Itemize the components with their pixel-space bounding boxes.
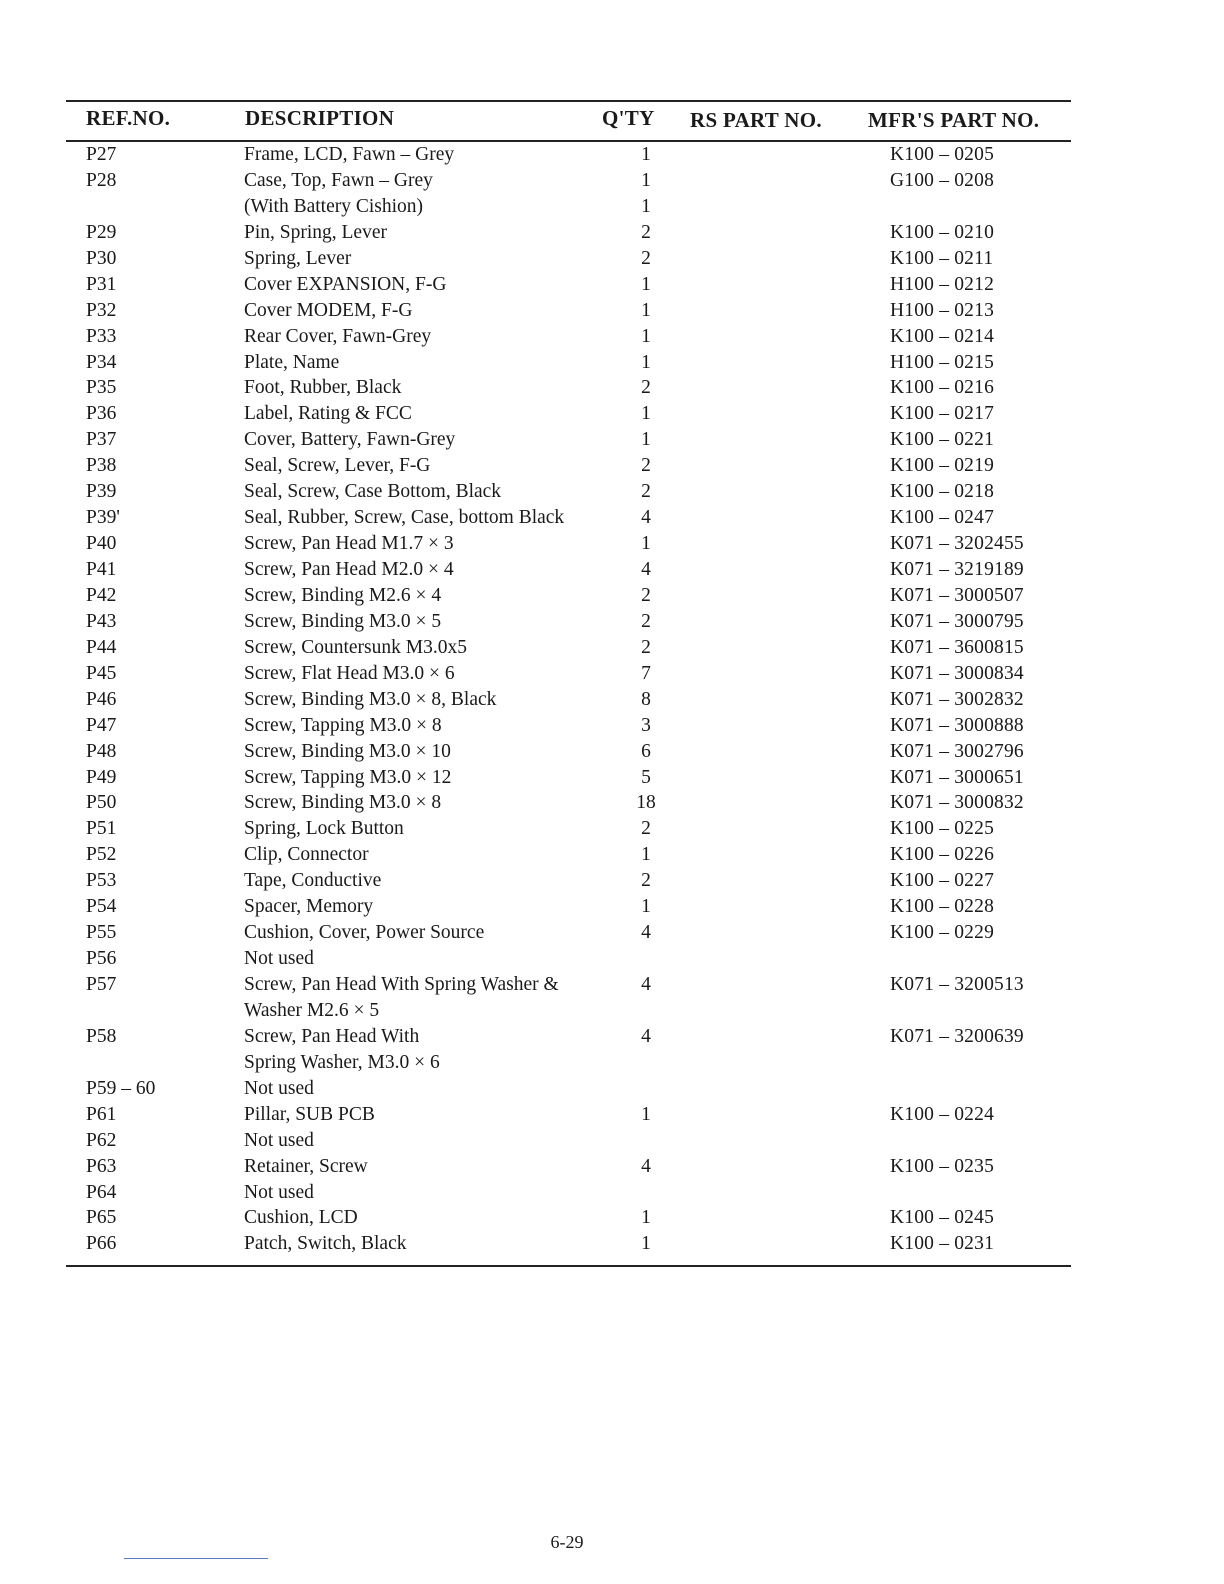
ref-cell: P28 — [86, 169, 117, 191]
qty-cell: 1 — [641, 896, 651, 918]
header-qty: Q'TY — [602, 106, 655, 130]
qty-cell: 6 — [641, 740, 651, 762]
mfr-part-cell: K100 – 0217 — [890, 403, 995, 425]
table-row — [0, 583, 1224, 609]
description-cell: Screw, Binding M3.0 × 8, Black — [244, 688, 497, 710]
ref-cell: P33 — [86, 325, 117, 347]
ref-cell: P42 — [86, 584, 117, 606]
qty-cell: 5 — [641, 766, 651, 788]
mfr-part-cell: K100 – 0225 — [890, 818, 995, 840]
qty-cell: 1 — [641, 533, 651, 555]
ref-cell: P35 — [86, 377, 117, 399]
description-cell: Frame, LCD, Fawn – Grey — [244, 144, 455, 165]
ref-cell: P57 — [86, 974, 117, 995]
ref-cell: P56 — [86, 948, 117, 970]
description-cell: (With Battery Cishion) — [244, 195, 424, 217]
table-row — [0, 401, 1224, 427]
ref-cell: P31 — [86, 273, 117, 295]
qty-cell: 2 — [641, 584, 651, 606]
qty-cell: 4 — [641, 1155, 651, 1177]
mfr-part-cell: K071 – 3000507 — [890, 584, 1024, 606]
description-cell: Screw, Pan Head With Spring Washer & — [244, 974, 559, 995]
description-cell: Spacer, Memory — [244, 896, 374, 918]
description-cell: Screw, Pan Head M2.0 × 4 — [244, 559, 454, 580]
description-cell: Cushion, Cover, Power Source — [244, 922, 485, 944]
mfr-part-cell: K100 – 0205 — [890, 144, 995, 165]
qty-cell: 1 — [641, 429, 651, 451]
footer-line — [124, 1558, 268, 1559]
mfr-part-cell: K071 – 3600815 — [890, 636, 1024, 658]
table-row — [0, 246, 1224, 272]
qty-cell: 1 — [641, 1207, 651, 1229]
qty-cell: 1 — [641, 1233, 651, 1255]
table-row — [0, 1180, 1224, 1206]
table-row — [0, 635, 1224, 661]
qty-cell: 4 — [641, 1025, 651, 1047]
ref-cell: P49 — [86, 766, 117, 788]
table-row — [0, 842, 1224, 868]
qty-cell: 1 — [641, 195, 651, 217]
mfr-part-cell: K100 – 0211 — [890, 247, 994, 269]
table-row — [0, 1050, 1224, 1076]
table-row — [0, 375, 1224, 401]
mfr-part-cell: K100 – 0231 — [890, 1233, 995, 1255]
qty-cell: 2 — [641, 455, 651, 477]
table-row — [0, 272, 1224, 298]
ref-cell: P32 — [86, 299, 117, 321]
description-cell: Retainer, Screw — [244, 1155, 368, 1177]
description-cell: Screw, Tapping M3.0 × 8 — [244, 714, 442, 736]
qty-cell: 1 — [641, 325, 651, 347]
description-cell: Washer M2.6 × 5 — [244, 999, 380, 1021]
table-row — [0, 220, 1224, 246]
ref-cell: P43 — [86, 610, 117, 632]
table-row — [0, 1076, 1224, 1102]
description-cell: Screw, Binding M3.0 × 5 — [244, 610, 442, 632]
parts-table-body — [0, 142, 1224, 1257]
ref-cell: P36 — [86, 403, 117, 425]
table-row — [0, 350, 1224, 376]
table-row — [0, 168, 1224, 194]
ref-cell: P62 — [86, 1129, 117, 1151]
mfr-part-cell: K100 – 0228 — [890, 896, 995, 918]
mfr-part-cell: K071 – 3000832 — [890, 792, 1024, 814]
page-number: 6-29 — [550, 1532, 584, 1552]
ref-cell: P52 — [86, 844, 117, 866]
description-cell: Seal, Screw, Lever, F-G — [244, 455, 431, 477]
table-row — [0, 1128, 1224, 1154]
qty-cell: 2 — [641, 636, 651, 658]
mfr-part-cell: K071 – 3000795 — [890, 610, 1024, 632]
description-cell: Pin, Spring, Lever — [244, 221, 387, 243]
table-row — [0, 739, 1224, 765]
mfr-part-cell: K100 – 0227 — [890, 870, 995, 892]
mfr-part-cell: G100 – 0208 — [890, 169, 995, 191]
mfr-part-cell: K100 – 0210 — [890, 221, 995, 243]
qty-cell: 4 — [641, 559, 651, 580]
qty-cell: 1 — [641, 169, 651, 191]
description-cell: Spring, Lever — [244, 247, 352, 269]
description-cell: Spring Washer, M3.0 × 6 — [244, 1051, 440, 1073]
mfr-part-cell: K071 – 3219189 — [890, 559, 1024, 580]
table-row — [0, 298, 1224, 324]
description-cell: Seal, Rubber, Screw, Case, bottom Black — [244, 507, 565, 529]
table-row — [0, 790, 1224, 816]
table-row — [0, 713, 1224, 739]
description-cell: Label, Rating & FCC — [244, 403, 412, 425]
table-top-rule — [66, 100, 1071, 102]
description-cell: Not used — [244, 1129, 314, 1151]
ref-cell: P66 — [86, 1233, 117, 1255]
mfr-part-cell: K071 – 3202455 — [890, 533, 1024, 555]
mfr-part-cell: K100 – 0218 — [890, 481, 995, 503]
qty-cell: 4 — [641, 974, 651, 995]
ref-cell: P48 — [86, 740, 117, 762]
header-mfr-part-no: MFR'S PART NO. — [868, 108, 1040, 132]
ref-cell: P38 — [86, 455, 117, 477]
table-row — [0, 1205, 1224, 1231]
ref-cell: P50 — [86, 792, 117, 814]
mfr-part-cell: K071 – 3200513 — [890, 974, 1024, 995]
description-cell: Screw, Binding M3.0 × 10 — [244, 740, 451, 762]
mfr-part-cell: K100 – 0247 — [890, 507, 995, 529]
table-row — [0, 609, 1224, 635]
ref-cell: P51 — [86, 818, 117, 840]
ref-cell: P63 — [86, 1155, 117, 1177]
ref-cell: P39' — [86, 507, 120, 529]
table-row — [0, 765, 1224, 791]
table-row — [0, 998, 1224, 1024]
ref-cell: P55 — [86, 922, 117, 944]
mfr-part-cell: K100 – 0214 — [890, 325, 995, 347]
ref-cell: P30 — [86, 247, 117, 269]
ref-cell: P37 — [86, 429, 117, 451]
ref-cell: P29 — [86, 221, 117, 243]
qty-cell: 2 — [641, 377, 651, 399]
ref-cell: P47 — [86, 714, 117, 736]
description-cell: Rear Cover, Fawn-Grey — [244, 325, 432, 347]
qty-cell: 4 — [641, 507, 651, 529]
qty-cell: 1 — [641, 273, 651, 295]
qty-cell: 2 — [641, 247, 651, 269]
mfr-part-cell: K100 – 0216 — [890, 377, 995, 399]
table-row — [0, 557, 1224, 583]
mfr-part-cell: K071 – 3000888 — [890, 714, 1024, 736]
table-row — [0, 531, 1224, 557]
description-cell: Not used — [244, 1181, 314, 1203]
ref-cell: P34 — [86, 351, 117, 373]
description-cell: Cover, Battery, Fawn-Grey — [244, 429, 456, 451]
description-cell: Cover EXPANSION, F-G — [244, 273, 447, 295]
mfr-part-cell: K071 – 3002796 — [890, 740, 1024, 762]
ref-cell: P53 — [86, 870, 117, 892]
ref-cell: P54 — [86, 896, 117, 918]
mfr-part-cell: K071 – 3200639 — [890, 1025, 1024, 1047]
description-cell: Tape, Conductive — [244, 870, 382, 892]
mfr-part-cell: H100 – 0212 — [890, 273, 995, 295]
mfr-part-cell: H100 – 0213 — [890, 299, 995, 321]
description-cell: Screw, Flat Head M3.0 × 6 — [244, 662, 455, 684]
description-cell: Spring, Lock Button — [244, 818, 404, 840]
table-row — [0, 1024, 1224, 1050]
mfr-part-cell: K100 – 0235 — [890, 1155, 995, 1177]
qty-cell: 1 — [641, 144, 651, 165]
header-ref-no: REF.NO. — [86, 106, 171, 130]
description-cell: Not used — [244, 948, 314, 970]
qty-cell: 4 — [641, 922, 651, 944]
table-row — [0, 661, 1224, 687]
table-row — [0, 427, 1224, 453]
qty-cell: 3 — [641, 714, 651, 736]
mfr-part-cell: K100 – 0245 — [890, 1207, 995, 1229]
table-row — [0, 816, 1224, 842]
table-row — [0, 687, 1224, 713]
mfr-part-cell: K100 – 0221 — [890, 429, 995, 451]
ref-cell: P41 — [86, 559, 117, 580]
table-bottom-rule — [66, 1265, 1071, 1267]
table-row — [0, 894, 1224, 920]
mfr-part-cell: K071 – 3000834 — [890, 662, 1024, 684]
qty-cell: 1 — [641, 403, 651, 425]
description-cell: Screw, Pan Head With — [244, 1025, 420, 1047]
table-row — [0, 142, 1224, 168]
qty-cell: 1 — [641, 351, 651, 373]
table-row — [0, 505, 1224, 531]
ref-cell: P64 — [86, 1181, 117, 1203]
mfr-part-cell: K100 – 0226 — [890, 844, 995, 866]
description-cell: Pillar, SUB PCB — [244, 1103, 375, 1125]
description-cell: Screw, Binding M3.0 × 8 — [244, 792, 442, 814]
ref-cell: P40 — [86, 533, 117, 555]
table-row — [0, 1102, 1224, 1128]
qty-cell: 2 — [641, 870, 651, 892]
table-row — [0, 194, 1224, 220]
mfr-part-cell: K071 – 3002832 — [890, 688, 1024, 710]
mfr-part-cell: K100 – 0224 — [890, 1103, 995, 1125]
qty-cell: 8 — [641, 688, 651, 710]
ref-cell: P59 – 60 — [86, 1077, 156, 1099]
qty-cell: 2 — [641, 481, 651, 503]
table-row — [0, 479, 1224, 505]
ref-cell: P46 — [86, 688, 117, 710]
qty-cell: 2 — [641, 610, 651, 632]
description-cell: Seal, Screw, Case Bottom, Black — [244, 481, 502, 503]
description-cell: Cover MODEM, F-G — [244, 299, 413, 321]
description-cell: Plate, Name — [244, 351, 340, 373]
description-cell: Screw, Tapping M3.0 × 12 — [244, 766, 452, 788]
qty-cell: 2 — [641, 818, 651, 840]
table-row — [0, 868, 1224, 894]
mfr-part-cell: K071 – 3000651 — [890, 766, 1024, 788]
ref-cell: P39 — [86, 481, 117, 503]
description-cell: Case, Top, Fawn – Grey — [244, 169, 433, 191]
description-cell: Screw, Binding M2.6 × 4 — [244, 584, 442, 606]
description-cell: Not used — [244, 1077, 314, 1099]
table-row — [0, 1154, 1224, 1180]
description-cell: Screw, Countersunk M3.0x5 — [244, 636, 467, 658]
header-rs-part-no: RS PART NO. — [690, 108, 822, 132]
ref-cell: P61 — [86, 1103, 117, 1125]
qty-cell: 2 — [641, 221, 651, 243]
ref-cell: P58 — [86, 1025, 117, 1047]
table-row — [0, 972, 1224, 998]
table-row — [0, 1231, 1224, 1257]
table-row — [0, 946, 1224, 972]
description-cell: Screw, Pan Head M1.7 × 3 — [244, 533, 454, 555]
qty-cell: 1 — [641, 299, 651, 321]
ref-cell: P44 — [86, 636, 117, 658]
mfr-part-cell: K100 – 0229 — [890, 922, 995, 944]
ref-cell: P27 — [86, 144, 117, 165]
qty-cell: 1 — [641, 1103, 651, 1125]
ref-cell: P65 — [86, 1207, 117, 1229]
mfr-part-cell: H100 – 0215 — [890, 351, 995, 373]
description-cell: Cushion, LCD — [244, 1207, 358, 1229]
description-cell: Patch, Switch, Black — [244, 1233, 407, 1255]
header-description: DESCRIPTION — [245, 106, 395, 130]
table-row — [0, 920, 1224, 946]
table-row — [0, 324, 1224, 350]
ref-cell: P45 — [86, 662, 117, 684]
qty-cell: 18 — [636, 792, 656, 814]
table-row — [0, 453, 1224, 479]
qty-cell: 1 — [641, 844, 651, 866]
description-cell: Clip, Connector — [244, 844, 369, 866]
qty-cell: 7 — [641, 662, 651, 684]
description-cell: Foot, Rubber, Black — [244, 377, 402, 399]
mfr-part-cell: K100 – 0219 — [890, 455, 995, 477]
